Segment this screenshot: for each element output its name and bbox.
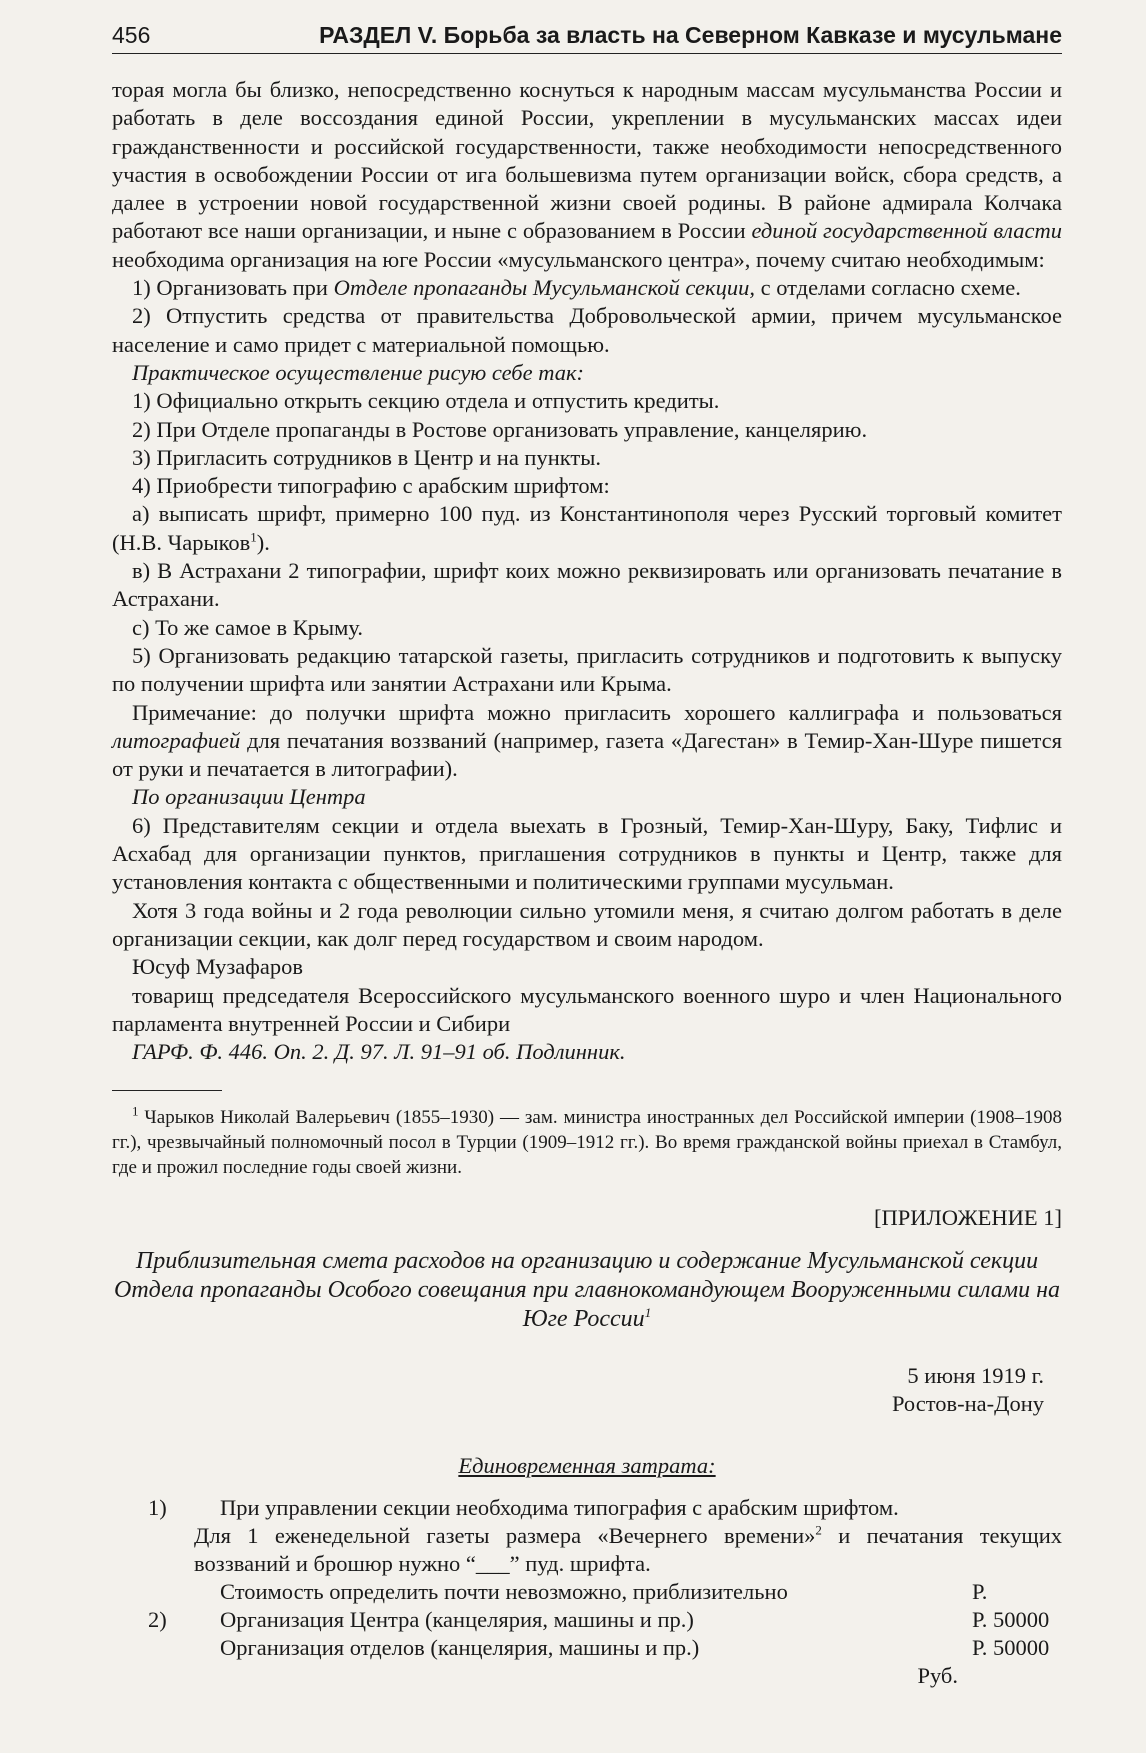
list-item: 4) Приобрести типографию с арабским шрифтом: — [132, 473, 610, 499]
list-item: 5) Организовать редакцию татарской газеты, пригласить сотрудников и подготовить к выпуску по получении шрифта или занятии Астрахани или Крыма. — [112, 642, 1062, 697]
subheading: По организации Центра — [132, 784, 366, 810]
note: Примечание: до получки шрифта можно пригласить хорошего каллиграфа и пользоваться литографией для печатания воззваний (например, газета «Дагестан» в Темир-Хан-Шуре пишется от руки и печатается в литографии). — [112, 699, 1062, 782]
list-item: 1) Официально открыть секцию отдела и отпустить кредиты. — [132, 388, 720, 414]
appendix-label: [ПРИЛОЖЕНИЕ 1] — [874, 1205, 1062, 1231]
expense-section-title: Единовременная затрата: — [458, 1452, 716, 1478]
footnote-divider — [112, 1090, 222, 1091]
signer-title: товарищ председателя Всероссийского мусульманского военного шуро и член Национального парламента внутренней России и Сибири — [112, 982, 1062, 1036]
footnote: $^1$ Чарыков Николай Валерьевич (1855–1930) — зам. министра иностранных дел Российской империи (1908–1908 гг.), чрезвычайный полномочный посол в Турции (1909–1912 гг.). Во время гражданской войны приехал в Стамбул, где и прожил последние годы своей жизни. — [112, 1104, 1062, 1179]
running-title: РАЗДЕЛ V. Борьба за власть на Северном Кавказе и мусульмане — [319, 22, 1062, 48]
list-item: 1) Организовать при Отделе пропаганды Мусульманской секции, с отделами согласно схеме. — [132, 275, 1021, 301]
footnote-ref[interactable]: 1 — [250, 529, 257, 545]
expense-row: 1) При управлении секции необходима типография с арабским шрифтом. — [148, 1494, 899, 1520]
expense-row-continuation: Для 1 еженедельной газеты размера «Вечернего времени»$^2$ и печатания текущих воззваний и брошюр нужно “___” пуд. шрифта. — [194, 1522, 1062, 1576]
expense-row: 2) Организация Центра (канцелярия, машины и пр.) Р. 50000 — [148, 1606, 1050, 1632]
signer-name: Юсуф Музафаров — [132, 954, 303, 980]
appendix-heading: Приблизительная смета расходов на организацию и содержание Мусульманской секции Отдела пропаганды Особого совещания при главнокомандующем Вооруженными силами на Юге России$^1$ — [114, 1247, 1060, 1332]
paragraph: Хотя 3 года войны и 2 года революции сильно утомили меня, я считаю долгом работать в деле организации секции, как долг перед государством и своим народом. — [112, 897, 1062, 951]
total-label: Руб. — [917, 1662, 958, 1688]
subheading: Практическое осуществление рисую себе так: — [132, 359, 585, 385]
list-item: в) В Астрахани 2 типографии, шрифт коих можно реквизировать или организовать печатание в Астрахани. — [112, 558, 1062, 612]
page-number: 456 — [112, 22, 151, 48]
paragraph: торая могла бы близко, непосредственно коснуться к народным массам мусульманства России и работать в деле воссоздания единой России, укреплении в мусульманских массах идеи гражданственности и российской государственности, также необходимости непосредственного участия в освобождении России от ига большевизма путем организации войск, сбора средств, а далее в устроении новой государственной жизни своей родины. В районе адмирала Колчака работают все наши организации, и ныне с образованием в России единой государственной власти необходима организация на юге России «мусульманского центра», почему считаю необходимым: — [112, 77, 1062, 272]
archival-source: ГАРФ. Ф. 446. Оп. 2. Д. 97. Л. 91–91 об. Подлинник. — [132, 1039, 626, 1065]
list-item: а) выписать шрифт, примерно 100 пуд. из Константинополя через Русский торговый комитет (Н.В. Чарыков$^1$). — [112, 501, 1062, 555]
expense-row: Стоимость определить почти невозможно, приблизительно Р. — [220, 1578, 988, 1604]
page-header — [112, 22, 1062, 54]
list-item: 3) Пригласить сотрудников в Центр и на пункты. — [132, 444, 601, 470]
list-item: 2) При Отделе пропаганды в Ростове организовать управление, канцелярию. — [132, 416, 868, 442]
letter-body — [112, 76, 1062, 1690]
document-date: 5 июня 1919 г. Ростов-на-Дону — [891, 1362, 1044, 1416]
list-item: 6) Представителям секции и отдела выехать в Грозный, Темир-Хан-Шуру, Баку, Тифлис и Асхабад для организации пунктов, приглашения сотрудников в пункты и Центр, также для установления контакта с общественными и политическими группами мусульман. — [112, 812, 1062, 895]
list-item: 2) Отпустить средства от правительства Добровольческой армии, причем мусульманское население и само придет с материальной помощью. — [112, 303, 1062, 357]
list-item: с) То же самое в Крыму. — [132, 614, 363, 640]
expense-row: Организация отделов (канцелярия, машины и пр.) Р. 50000 — [220, 1634, 1050, 1660]
